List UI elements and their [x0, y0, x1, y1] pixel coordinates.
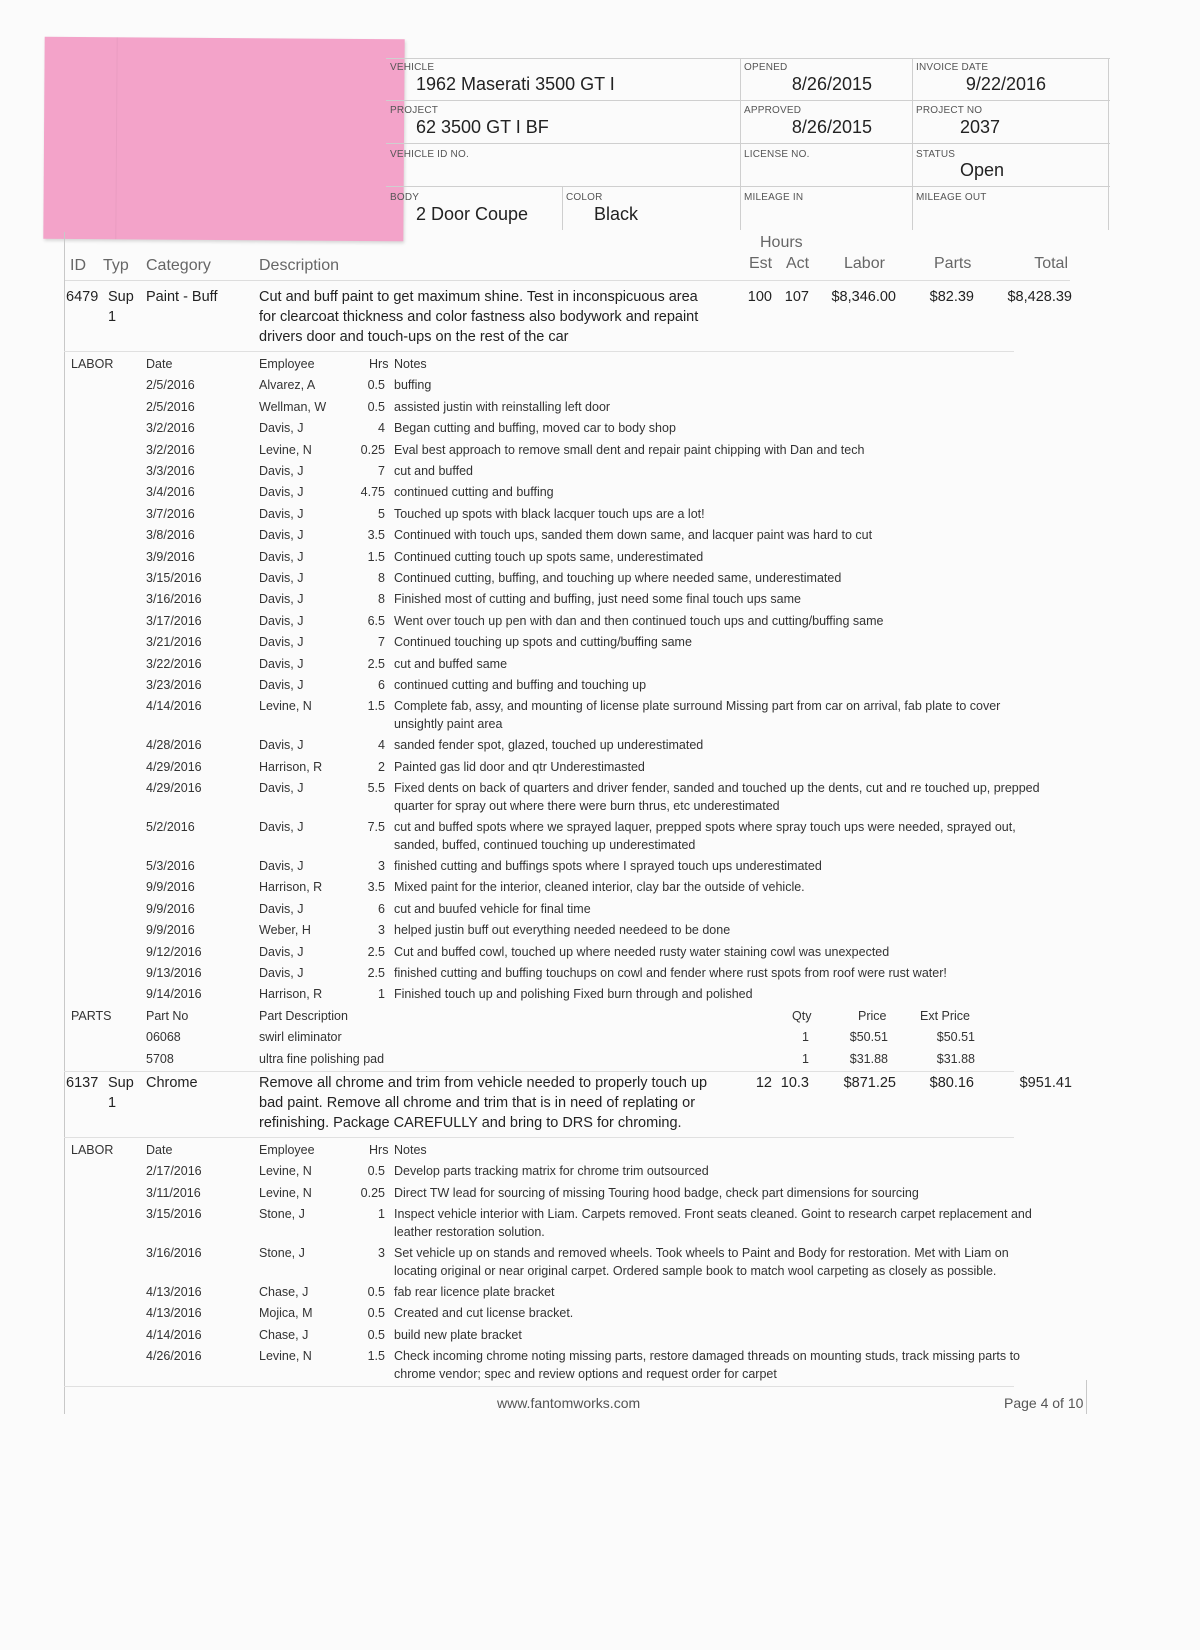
- labor-row-date: 3/11/2016: [146, 1185, 201, 1200]
- license-label: LICENSE NO.: [744, 149, 810, 160]
- parts-row-price: $31.88: [849, 1051, 888, 1066]
- color-label: COLOR: [566, 192, 603, 203]
- labor-col-date: Date: [146, 357, 173, 371]
- labor-row-note: buffing: [394, 378, 432, 393]
- labor-row-note: sanded fender spot, glazed, touched up underestimated: [394, 738, 704, 753]
- body-value: 2 Door Coupe: [416, 204, 529, 224]
- row-divider: [64, 1386, 1014, 1387]
- labor-row-note: fab rear licence plate bracket: [394, 1285, 555, 1299]
- parts-col-qty: Qty: [792, 1008, 812, 1023]
- labor-row-date: 3/7/2016: [146, 506, 195, 521]
- labor-row-hrs: 2: [378, 759, 385, 774]
- labor-row-hrs: 3.5: [367, 528, 385, 543]
- labor-row-hrs: 3: [378, 858, 385, 873]
- labor-row-hrs: 0.25: [360, 1185, 385, 1200]
- labor-row-hrs: 1.5: [367, 549, 385, 564]
- labor-row-hrs: 8: [378, 571, 385, 585]
- sticky-note: [43, 37, 404, 242]
- labor-row-employee: Davis, J: [259, 678, 304, 692]
- job-category: Chrome: [146, 1075, 198, 1091]
- labor-row-employee: Davis, J: [259, 485, 304, 500]
- labor-row-hrs: 0.5: [367, 1164, 385, 1179]
- labor-row-date: 4/14/2016: [146, 699, 202, 714]
- col-total: Total: [1034, 255, 1068, 272]
- labor-col-hrs: Hrs: [369, 357, 389, 371]
- job-est-hours: 12: [755, 1075, 772, 1091]
- labor-row-note: Touched up spots with black lacquer touch ups are a lot!: [394, 506, 705, 521]
- col-est: Est: [749, 255, 773, 272]
- labor-row-note: sanded, buffed, continued touching up underestimated: [394, 837, 696, 852]
- labor-row-hrs: 1.5: [367, 1349, 385, 1364]
- labor-row-employee: Davis, J: [259, 592, 304, 607]
- opened-value: 8/26/2015: [791, 74, 872, 94]
- labor-row-note: Cut and buffed cowl, touched up where needed rusty water staining cowl was unexpected: [394, 944, 890, 959]
- labor-row-date: 3/21/2016: [146, 635, 202, 650]
- labor-row-note: Eval best approach to remove small dent and repair paint chipping with Dan and tech: [394, 442, 865, 457]
- labor-row-employee: Davis, J: [259, 549, 304, 564]
- labor-row-date: 9/9/2016: [146, 923, 195, 938]
- parts-row-ext-price: $50.51: [936, 1030, 975, 1045]
- labor-row-hrs: 3.5: [367, 880, 385, 895]
- labor-row-note: Continued cutting, buffing, and touching up where needed same, underestimated: [394, 571, 842, 585]
- labor-row-note: Finished most of cutting and buffing, just need some final touch ups same: [394, 592, 801, 607]
- labor-row-date: 9/9/2016: [146, 901, 195, 916]
- labor-row-employee: Levine, N: [259, 699, 312, 714]
- labor-row-date: 3/15/2016: [146, 1207, 202, 1222]
- labor-row-date: 3/2/2016: [146, 421, 195, 436]
- job-id: 6137: [66, 1075, 99, 1091]
- job-est-hours: 100: [747, 289, 772, 305]
- labor-row-note: build new plate bracket: [394, 1327, 522, 1342]
- labor-row-note: Complete fab, assy, and mounting of license plate surround Missing part from car on arrival, fab plate to cover: [394, 699, 1001, 714]
- parts-row-part-no: 5708: [146, 1051, 174, 1066]
- job-act-hours: 107: [784, 289, 809, 305]
- parts-row-qty: 1: [802, 1051, 809, 1066]
- labor-row-hrs: 1: [378, 987, 385, 1002]
- labor-row-employee: Davis, J: [259, 571, 304, 585]
- labor-row-employee: Davis, J: [259, 738, 304, 753]
- body-label: BODY: [390, 192, 420, 203]
- labor-row-hrs: 4: [378, 421, 385, 436]
- labor-row-employee: Davis, J: [259, 635, 304, 650]
- job-labor-total: $871.25: [843, 1075, 896, 1091]
- labor-row-note: Set vehicle up on stands and removed wheels. Took wheels to Paint and Body for restoration. Met with Liam on: [394, 1246, 1009, 1261]
- parts-section-label: PARTS: [71, 1008, 112, 1023]
- labor-col-notes: Notes: [394, 1143, 427, 1157]
- labor-row-date: 4/29/2016: [146, 759, 202, 774]
- vehicle-value: 1962 Maserati 3500 GT I: [416, 74, 615, 94]
- job-description-line: for clearcoat thickness and color fastness also bodywork and repaint: [259, 309, 699, 325]
- project-no-label: PROJECT NO: [916, 105, 983, 116]
- labor-row-hrs: 1: [378, 1207, 385, 1222]
- mileage-in-label: MILEAGE IN: [744, 192, 804, 203]
- labor-row-date: 3/2/2016: [146, 442, 195, 457]
- labor-row-date: 3/3/2016: [146, 464, 195, 478]
- labor-row-employee: Davis, J: [259, 464, 304, 478]
- labor-row-hrs: 0.5: [367, 1327, 385, 1342]
- labor-row-employee: Davis, J: [259, 421, 304, 436]
- labor-row-note: Fixed dents on back of quarters and driver fender, sanded and touched up the dents, cut and re touched up, prepped: [394, 781, 1040, 796]
- labor-row-employee: Alvarez, A: [259, 378, 316, 393]
- labor-row-hrs: 4.75: [360, 485, 385, 500]
- labor-row-hrs: 5.5: [367, 781, 385, 796]
- labor-row-employee: Davis, J: [259, 858, 304, 873]
- labor-row-hrs: 3: [378, 1246, 385, 1261]
- parts-col-description: Part Description: [259, 1008, 348, 1023]
- labor-row-hrs: 2.5: [367, 965, 385, 980]
- vehicle-label: VEHICLE: [390, 62, 435, 73]
- job-typ: Sup: [108, 289, 134, 305]
- labor-row-note: cut and buufed vehicle for final time: [394, 901, 591, 916]
- labor-row-note: quarter for spray out where there were burn thrus, etc underestimated: [394, 798, 780, 813]
- col-labor: Labor: [844, 255, 885, 272]
- invoice-date-value: 9/22/2016: [965, 74, 1046, 94]
- labor-row-note: Mixed paint for the interior, cleaned interior, clay bar the outside of vehicle.: [394, 880, 805, 895]
- parts-col-part-no: Part No: [146, 1008, 189, 1023]
- labor-row-date: 5/3/2016: [146, 858, 195, 873]
- labor-row-hrs: 7: [378, 635, 385, 650]
- labor-row-hrs: 6.5: [367, 613, 385, 628]
- labor-row-employee: Chase, J: [259, 1285, 309, 1299]
- labor-row-employee: Levine, N: [259, 442, 312, 457]
- row-divider: [64, 1137, 1014, 1138]
- job-parts-total: $82.39: [929, 289, 974, 305]
- footer-website: www.fantomworks.com: [497, 1395, 641, 1411]
- labor-row-employee: Harrison, R: [259, 759, 323, 774]
- labor-col-employee: Employee: [259, 357, 315, 371]
- footer-page: Page 4 of 10: [1004, 1395, 1084, 1411]
- labor-row-hrs: 0.5: [367, 1306, 385, 1321]
- labor-row-date: 4/28/2016: [146, 738, 202, 753]
- labor-row-employee: Davis, J: [259, 506, 304, 521]
- labor-row-hrs: 8: [378, 592, 385, 607]
- labor-row-hrs: 0.5: [367, 399, 385, 414]
- labor-row-date: 3/9/2016: [146, 549, 195, 564]
- labor-row-date: 4/26/2016: [146, 1349, 202, 1364]
- labor-row-hrs: 7.5: [367, 820, 385, 834]
- col-parts: Parts: [934, 255, 972, 272]
- labor-row-note: Began cutting and buffing, moved car to body shop: [394, 421, 676, 436]
- labor-row-date: 9/14/2016: [146, 987, 202, 1002]
- job-typ: Sup: [108, 1075, 134, 1091]
- job-description-line: bad paint. Remove all chrome and trim that is in need of replating or: [259, 1095, 696, 1111]
- labor-row-employee: Harrison, R: [259, 987, 323, 1002]
- parts-row-price: $50.51: [849, 1030, 888, 1045]
- job-grand-total: $8,428.39: [1007, 289, 1072, 305]
- project-value: 62 3500 GT I BF: [416, 117, 549, 137]
- labor-row-note: Continued touching up spots and cutting/buffing same: [394, 635, 692, 650]
- invoice-date-label: INVOICE DATE: [916, 62, 989, 73]
- job-description-line: Cut and buff paint to get maximum shine. Test in inconspicuous area: [259, 289, 698, 305]
- job-description-line: refinishing. Package CAREFULLY and bring to DRS for chroming.: [259, 1115, 682, 1131]
- opened-label: OPENED: [744, 62, 788, 73]
- project-label: PROJECT: [390, 105, 439, 116]
- labor-row-date: 3/8/2016: [146, 528, 195, 543]
- labor-row-employee: Levine, N: [259, 1349, 312, 1364]
- mileage-out-label: MILEAGE OUT: [916, 192, 987, 203]
- labor-row-note: Painted gas lid door and qtr Underestimasted: [394, 759, 645, 774]
- labor-row-note: Created and cut license bracket.: [394, 1306, 574, 1321]
- col-typ: Typ: [103, 257, 129, 274]
- labor-row-note: leather restoration solution.: [394, 1224, 545, 1239]
- labor-row-note: locating original or near original carpet. Ordered sample book to match wool carpeting as closely as possible.: [394, 1263, 997, 1278]
- labor-row-note: assisted justin with reinstalling left door: [394, 399, 611, 414]
- labor-row-date: 5/2/2016: [146, 820, 195, 834]
- parts-col-ext-price: Ext Price: [920, 1008, 971, 1023]
- col-hours: Hours: [760, 234, 803, 251]
- labor-row-employee: Davis, J: [259, 613, 304, 628]
- job-act-hours: 10.3: [780, 1075, 809, 1091]
- labor-row-employee: Stone, J: [259, 1207, 305, 1222]
- labor-row-employee: Harrison, R: [259, 880, 323, 895]
- labor-row-employee: Davis, J: [259, 781, 304, 796]
- labor-row-hrs: 3: [378, 923, 385, 938]
- labor-row-hrs: 4: [378, 738, 385, 753]
- parts-col-price: Price: [858, 1008, 887, 1023]
- job-labor-total: $8,346.00: [831, 289, 896, 305]
- labor-row-employee: Davis, J: [259, 820, 304, 834]
- labor-row-note: Continued cutting touch up spots same, underestimated: [394, 549, 704, 564]
- labor-row-note: continued cutting and buffing: [394, 485, 554, 500]
- project-no-value: 2037: [960, 117, 1001, 137]
- labor-row-date: 2/5/2016: [146, 399, 195, 414]
- labor-row-hrs: 2.5: [367, 656, 385, 671]
- labor-row-note: Develop parts tracking matrix for chrome trim outsourced: [394, 1164, 709, 1179]
- labor-row-hrs: 0.5: [367, 378, 385, 393]
- labor-row-employee: Wellman, W: [259, 399, 327, 414]
- labor-col-employee: Employee: [259, 1143, 315, 1157]
- labor-row-employee: Davis, J: [259, 944, 304, 959]
- labor-row-hrs: 7: [378, 464, 385, 478]
- parts-row-qty: 1: [802, 1030, 809, 1045]
- job-parts-total: $80.16: [929, 1075, 974, 1091]
- status-label: STATUS: [916, 149, 956, 160]
- labor-row-employee: Davis, J: [259, 965, 304, 980]
- col-category: Category: [146, 257, 211, 274]
- labor-row-date: 4/29/2016: [146, 781, 202, 796]
- labor-row-hrs: 6: [378, 678, 385, 692]
- labor-row-date: 2/17/2016: [146, 1164, 202, 1179]
- labor-row-hrs: 5: [378, 506, 385, 521]
- approved-label: APPROVED: [744, 105, 802, 116]
- labor-row-note: Inspect vehicle interior with Liam. Carpets removed. Front seats cleaned. Goint to research carpet replacement and: [394, 1207, 1032, 1222]
- job-grand-total: $951.41: [1019, 1075, 1072, 1091]
- labor-row-date: 9/13/2016: [146, 965, 202, 980]
- labor-row-date: 3/15/2016: [146, 571, 202, 585]
- labor-row-hrs: 1.5: [367, 699, 385, 714]
- labor-row-date: 9/9/2016: [146, 880, 195, 895]
- parts-row-description: ultra fine polishing pad: [259, 1051, 385, 1066]
- labor-section-label: LABOR: [71, 357, 114, 371]
- labor-row-note: chrome vendor; spec and review options and request order for carpet: [394, 1366, 777, 1381]
- labor-row-note: finished cutting and buffings spots where I sprayed touch ups underestimated: [394, 858, 822, 873]
- col-description: Description: [259, 257, 340, 274]
- labor-row-note: Finished touch up and polishing Fixed burn through and polished: [394, 987, 753, 1002]
- labor-row-employee: Chase, J: [259, 1327, 309, 1342]
- labor-row-note: Direct TW lead for sourcing of missing Touring hood badge, check part dimensions for sourcing: [394, 1185, 919, 1200]
- labor-row-hrs: 0.5: [367, 1285, 385, 1299]
- parts-row-description: swirl eliminator: [259, 1030, 342, 1045]
- labor-row-employee: Levine, N: [259, 1164, 312, 1179]
- labor-section-label: LABOR: [71, 1143, 114, 1157]
- approved-value: 8/26/2015: [791, 117, 872, 137]
- labor-row-date: 3/17/2016: [146, 613, 202, 628]
- row-divider: [64, 1071, 1014, 1072]
- labor-row-employee: Levine, N: [259, 1185, 312, 1200]
- labor-col-notes: Notes: [394, 357, 427, 371]
- labor-row-note: cut and buffed spots where we sprayed laquer, prepped spots where spray touch ups were needed, sprayed out,: [394, 820, 1016, 834]
- labor-row-hrs: 0.25: [360, 442, 385, 457]
- status-value: Open: [959, 160, 1004, 180]
- labor-row-hrs: 6: [378, 901, 385, 916]
- row-divider: [64, 351, 1014, 352]
- parts-row-ext-price: $31.88: [936, 1051, 975, 1066]
- labor-row-date: 4/13/2016: [146, 1306, 202, 1321]
- labor-row-hrs: 2.5: [367, 944, 385, 959]
- labor-row-employee: Weber, H: [259, 923, 311, 938]
- job-typ-sub: 1: [108, 1095, 117, 1111]
- labor-row-employee: Mojica, M: [259, 1306, 313, 1321]
- job-id: 6479: [66, 289, 99, 305]
- parts-row-part-no: 06068: [146, 1030, 181, 1045]
- labor-row-note: cut and buffed: [394, 464, 474, 478]
- labor-row-note: unsightly paint area: [394, 716, 503, 731]
- labor-row-date: 3/16/2016: [146, 1246, 202, 1261]
- labor-row-note: helped justin buff out everything needed needeed to be done: [394, 923, 731, 938]
- labor-row-note: Went over touch up pen with dan and then continued touch ups and cutting/buffing same: [394, 613, 884, 628]
- labor-row-note: finished cutting and buffing touchups on cowl and fender where rust spots from roof were rust water!: [394, 965, 947, 980]
- job-typ-sub: 1: [108, 309, 117, 325]
- header-top-line: [386, 58, 1110, 59]
- labor-col-hrs: Hrs: [369, 1143, 389, 1157]
- labor-row-date: 4/13/2016: [146, 1285, 202, 1299]
- labor-row-employee: Davis, J: [259, 901, 304, 916]
- labor-row-note: cut and buffed same: [394, 656, 508, 671]
- labor-row-note: Continued with touch ups, sanded them down same, and lacquer paint was hard to cut: [394, 528, 873, 543]
- labor-row-note: Check incoming chrome noting missing parts, restore damaged threads on mounting studs, track missing parts to: [394, 1349, 1020, 1364]
- labor-row-employee: Stone, J: [259, 1246, 305, 1261]
- labor-row-date: 9/12/2016: [146, 944, 202, 959]
- labor-row-employee: Davis, J: [259, 528, 304, 543]
- labor-col-date: Date: [146, 1143, 173, 1157]
- labor-row-date: 3/23/2016: [146, 678, 202, 692]
- labor-row-note: continued cutting and buffing and touching up: [394, 678, 647, 692]
- col-id: ID: [70, 257, 86, 274]
- labor-row-date: 4/14/2016: [146, 1327, 202, 1342]
- labor-row-date: 3/22/2016: [146, 656, 202, 671]
- labor-row-date: 2/5/2016: [146, 378, 195, 393]
- vehicle-id-label: VEHICLE ID NO.: [390, 149, 469, 160]
- col-act: Act: [786, 255, 810, 272]
- labor-row-date: 3/4/2016: [146, 485, 195, 500]
- job-description-line: Remove all chrome and trim from vehicle needed to properly touch up: [259, 1075, 708, 1091]
- job-description-line: drivers door and touch-ups on the rest of the car: [259, 329, 569, 345]
- labor-row-date: 3/16/2016: [146, 592, 202, 607]
- color-value: Black: [594, 204, 639, 224]
- job-category: Paint - Buff: [146, 289, 218, 305]
- labor-row-employee: Davis, J: [259, 656, 304, 671]
